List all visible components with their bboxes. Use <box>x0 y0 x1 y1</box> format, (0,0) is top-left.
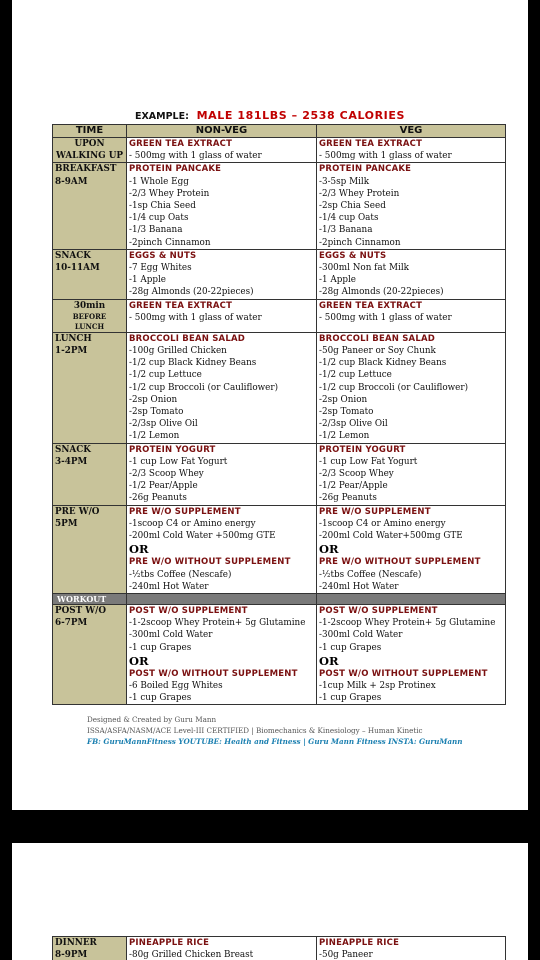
meal-item: -6 Boiled Egg Whites <box>129 680 223 691</box>
row-post-workout <box>53 604 506 704</box>
time-label: SNACK <box>55 250 91 261</box>
time-cell <box>53 138 127 163</box>
time-label: LUNCH <box>74 321 105 331</box>
meal-item: -1/2 cup Broccoli (or Cauliflower) <box>129 382 279 393</box>
meal-item: -1/2 cup Lettuce <box>129 370 202 381</box>
meal-item: -28g Almonds (20-22pieces) <box>129 287 254 298</box>
meal-heading: PROTEIN PANCAKE <box>319 164 412 175</box>
time-label: 5PM <box>55 518 78 529</box>
meal-item: -1/3 Banana <box>129 225 183 236</box>
meal-heading: PROTEIN PANCAKE <box>129 164 222 175</box>
time-label: 6-7PM <box>55 618 88 629</box>
title-label: EXAMPLE: <box>134 111 189 122</box>
meal-item: -1 cup Grapes <box>129 693 192 704</box>
meal-heading: GREEN TEA EXTRACT <box>319 300 423 311</box>
or-separator: OR <box>129 653 149 668</box>
meal-item: -80g Grilled Chicken Breast <box>129 950 254 960</box>
time-label: 8-9AM <box>55 176 88 187</box>
meal-item: - 500mg with 1 glass of water <box>319 151 452 162</box>
nonveg-cell <box>127 332 317 443</box>
meal-heading: BROCCOLI BEAN SALAD <box>319 333 435 344</box>
time-label: BREAKFAST <box>55 164 117 175</box>
meal-item: -2/3 Scoop Whey <box>319 469 394 480</box>
meal-heading: PRE W/O SUPPLEMENT <box>129 506 241 517</box>
meal-item: -1cup Milk + 2sp Protinex <box>319 680 436 691</box>
meal-item: -1/4 cup Oats <box>319 213 379 224</box>
meal-item: -1scoop C4 or Amino energy <box>129 518 256 529</box>
meal-item: -1scoop C4 or Amino energy <box>319 518 446 529</box>
credits <box>87 714 462 747</box>
or-separator: OR <box>129 542 149 557</box>
meal-item: -100g Grilled Chicken <box>129 346 227 357</box>
meal-item: -200ml Cold Water +500mg GTE <box>129 531 276 542</box>
meal-item: -1/2 cup Black Kidney Beans <box>319 358 447 369</box>
meal-item: -1 cup Grapes <box>129 642 192 653</box>
meal-item: -1/2 Lemon <box>319 431 370 442</box>
meal-heading: EGGS & NUTS <box>129 250 197 261</box>
meal-item: -2/3sp Olive Oil <box>129 419 198 430</box>
meal-heading: PRE W/O WITHOUT SUPPLEMENT <box>129 557 291 568</box>
meal-item: -1/3 Banana <box>319 225 373 236</box>
nonveg-cell <box>127 443 317 505</box>
meal-item: -1/2 Pear/Apple <box>319 481 388 492</box>
veg-cell <box>317 163 506 249</box>
time-cell <box>53 332 127 443</box>
meal-heading: GREEN TEA EXTRACT <box>129 139 233 149</box>
veg-cell <box>317 332 506 443</box>
meal-item: -1/2 cup Broccoli (or Cauliflower) <box>319 382 469 393</box>
row-before-lunch <box>53 299 506 332</box>
meal-heading: POST W/O WITHOUT SUPPLEMENT <box>129 668 298 679</box>
meal-heading: POST W/O WITHOUT SUPPLEMENT <box>319 668 488 679</box>
meal-item: -1-2scoop Whey Protein+ 5g Glutamine <box>319 618 496 629</box>
meal-item: -2pinch Cinnamon <box>129 237 211 248</box>
row-dinner <box>53 937 506 960</box>
veg-cell <box>317 505 506 593</box>
meal-heading: PROTEIN YOGURT <box>129 444 216 455</box>
meal-heading: PROTEIN YOGURT <box>319 444 406 455</box>
meal-item: -1 cup Grapes <box>319 642 382 653</box>
nonveg-cell <box>127 937 317 960</box>
meal-plan-table <box>52 124 506 705</box>
meal-heading: GREEN TEA EXTRACT <box>319 139 423 149</box>
meal-item: -2/3 Whey Protein <box>129 188 210 199</box>
credits-author: Designed & Created by Guru Mann <box>87 715 217 724</box>
nonveg-cell <box>127 505 317 593</box>
row-snack-morning <box>53 249 506 299</box>
meal-item: -1-2scoop Whey Protein+ 5g Glutamine <box>129 618 306 629</box>
time-label: 10-11AM <box>55 263 100 274</box>
time-label: 1-2PM <box>55 346 88 357</box>
meal-heading: POST W/O SUPPLEMENT <box>129 605 248 616</box>
meal-item: -200ml Cold Water+500mg GTE <box>319 531 463 542</box>
meal-item: -2pinch Cinnamon <box>319 237 401 248</box>
header-row <box>53 125 506 138</box>
row-workout <box>53 593 506 604</box>
meal-item: -2sp Onion <box>319 394 368 405</box>
title-value: MALE 181LBS – 2538 CALORIES <box>196 109 406 122</box>
meal-item: - 500mg with 1 glass of water <box>129 151 262 162</box>
credits-certification: ISSA/ASFA/NASM/ACE Level-III CERTIFIED | Biomechanics & Kinesiology – Human Kinetic <box>87 726 423 735</box>
header-veg: VEG <box>317 125 506 138</box>
meal-heading: GREEN TEA EXTRACT <box>129 300 233 311</box>
meal-heading: PRE W/O SUPPLEMENT <box>319 506 431 517</box>
time-cell <box>53 443 127 505</box>
meal-item: -2sp Onion <box>129 394 178 405</box>
meal-plan-table-continued <box>52 936 506 960</box>
or-separator: OR <box>319 653 339 668</box>
veg-cell <box>317 138 506 163</box>
time-label: 30min <box>73 300 106 311</box>
meal-item: -1 Apple <box>129 275 167 286</box>
time-label: POST W/O <box>55 605 106 616</box>
time-label: 8-9PM <box>55 950 88 960</box>
meal-item: -2/3 Whey Protein <box>319 188 400 199</box>
time-cell <box>53 937 127 960</box>
meal-item: -240ml Hot Water <box>319 581 399 592</box>
nonveg-cell <box>127 249 317 299</box>
row-breakfast <box>53 163 506 249</box>
meal-heading: PRE W/O WITHOUT SUPPLEMENT <box>319 557 481 568</box>
meal-item: -1 Apple <box>319 275 357 286</box>
meal-item: -1/2 cup Black Kidney Beans <box>129 358 257 369</box>
header-nonveg: NON-VEG <box>127 125 317 138</box>
meal-item: -240ml Hot Water <box>129 581 209 592</box>
meal-heading: EGGS & NUTS <box>319 250 387 261</box>
meal-item: -300ml Non fat Milk <box>319 263 409 274</box>
veg-cell <box>317 249 506 299</box>
meal-item: -½tbs Coffee (Nescafe) <box>129 569 232 580</box>
header-time: TIME <box>53 125 127 138</box>
time-label: DINNER <box>55 938 97 948</box>
meal-item: -2sp Tomato <box>129 407 184 418</box>
meal-item: - 500mg with 1 glass of water <box>319 312 452 323</box>
time-cell <box>53 299 127 332</box>
veg-cell <box>317 937 506 960</box>
page-1 <box>12 0 528 810</box>
row-lunch <box>53 332 506 443</box>
meal-item: -½tbs Coffee (Nescafe) <box>319 569 422 580</box>
meal-item: -1/2 Lemon <box>129 431 180 442</box>
meal-item: -1 cup Grapes <box>319 693 382 704</box>
meal-item: -1 cup Low Fat Yogurt <box>129 456 228 467</box>
time-cell <box>53 505 127 593</box>
time-label: PRE W/O <box>55 506 100 517</box>
nonveg-cell <box>127 163 317 249</box>
time-label: LUNCH <box>55 333 92 344</box>
meal-item: -1/2 Pear/Apple <box>129 481 198 492</box>
time-cell <box>53 249 127 299</box>
meal-heading: PINEAPPLE RICE <box>129 938 210 948</box>
nonveg-cell <box>127 138 317 163</box>
time-cell <box>53 163 127 249</box>
meal-item: - 500mg with 1 glass of water <box>129 312 262 323</box>
meal-item: -300ml Cold Water <box>319 630 403 641</box>
meal-item: -50g Paneer or Soy Chunk <box>319 346 436 357</box>
meal-item: -1/4 cup Oats <box>129 213 189 224</box>
time-label: WALKING UP <box>56 151 123 162</box>
meal-item: -2sp Chia Seed <box>319 201 386 212</box>
time-label: SNACK <box>55 444 91 455</box>
veg-cell <box>317 443 506 505</box>
meal-item: -1/2 cup Lettuce <box>319 370 392 381</box>
meal-heading: PINEAPPLE RICE <box>319 938 400 948</box>
meal-item: -3-5sp Milk <box>319 176 370 187</box>
or-separator: OR <box>319 542 339 557</box>
meal-item: -7 Egg Whites <box>129 263 192 274</box>
meal-item: -26g Peanuts <box>129 493 187 504</box>
page-title <box>12 109 528 122</box>
meal-item: -26g Peanuts <box>319 493 377 504</box>
meal-item: -1 cup Low Fat Yogurt <box>319 456 418 467</box>
meal-item: -1sp Chia Seed <box>129 201 196 212</box>
credits-social-links: FB: GuruMannFitness YOUTUBE: Health and Fitness | Guru Mann Fitness INSTA: GuruMann <box>87 737 463 746</box>
meal-item: -2/3 Scoop Whey <box>129 469 204 480</box>
time-label: 3-4PM <box>55 456 88 467</box>
meal-item: -300ml Cold Water <box>129 630 213 641</box>
meal-item: -2sp Tomato <box>319 407 374 418</box>
meal-heading: POST W/O SUPPLEMENT <box>319 605 438 616</box>
workout-label: WORKOUT <box>53 593 127 604</box>
workout-filler <box>317 593 506 604</box>
meal-heading: BROCCOLI BEAN SALAD <box>129 333 245 344</box>
time-cell <box>53 604 127 704</box>
meal-item: -1 Whole Egg <box>129 176 189 187</box>
meal-item: -28g Almonds (20-22pieces) <box>319 287 444 298</box>
workout-filler <box>127 593 317 604</box>
row-pre-workout <box>53 505 506 593</box>
meal-item: -2/3sp Olive Oil <box>319 419 388 430</box>
veg-cell <box>317 604 506 704</box>
nonveg-cell <box>127 604 317 704</box>
meal-item: -50g Paneer <box>319 950 373 960</box>
row-snack-afternoon <box>53 443 506 505</box>
time-label: UPON <box>74 139 105 149</box>
time-label: BEFORE <box>72 311 107 321</box>
nonveg-cell <box>127 299 317 332</box>
veg-cell <box>317 299 506 332</box>
row-upon-waking <box>53 138 506 163</box>
page-2 <box>12 843 528 960</box>
